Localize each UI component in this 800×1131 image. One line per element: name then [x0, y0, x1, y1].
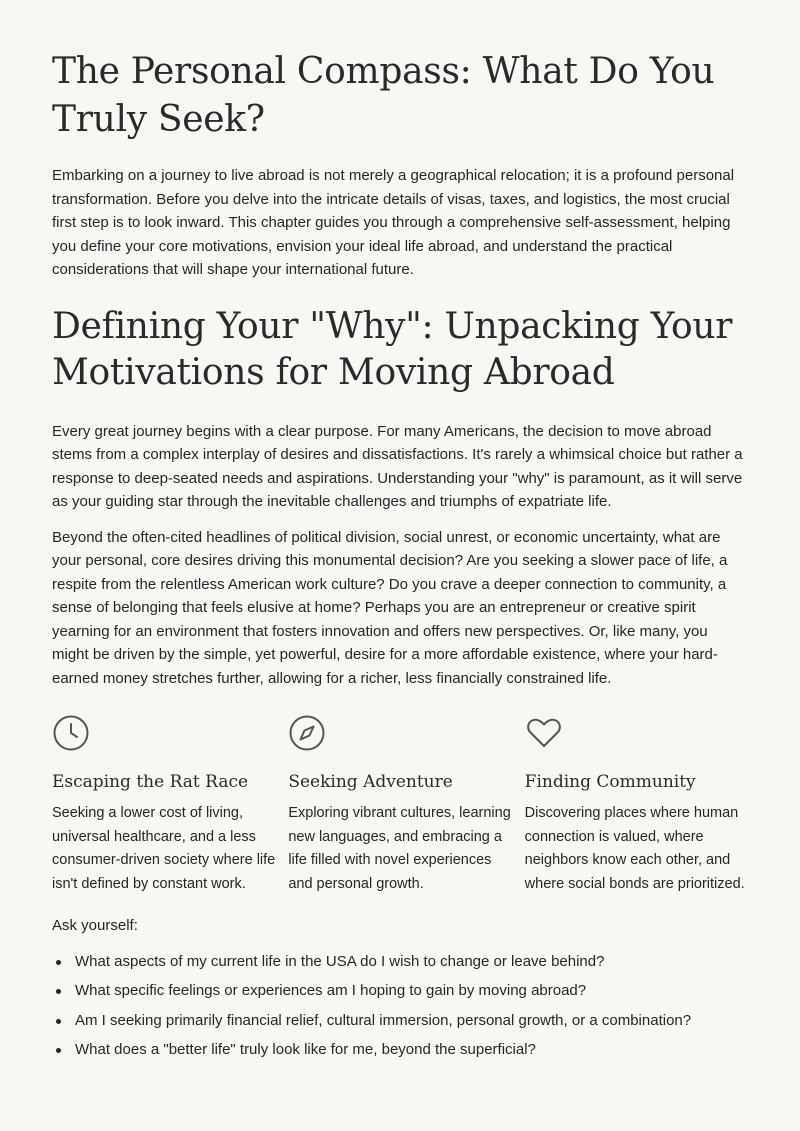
bullet-icon: [56, 1048, 61, 1053]
section-paragraph-2: Beyond the often-cited headlines of political division, social unrest, or economic uncertainty, what are your personal, core desires driving this monumental decision? Are you seeking a slower pace of life, a respite from the relentless American work culture? Do you crave a deeper connection to community, a sense of belonging that feels elusive at home? Perhaps you are an entrepreneur or creative spirit yearning for an environment that fosters innovation and offers new perspectives. Or, like many, you might be driven by the simple, yet powerful, desire for a more affordable existence, where your hard-earned money stretches further, allowing for a richer, less financially constrained life.: [52, 528, 728, 687]
card-seeking-adventure: [288, 714, 511, 896]
card-text: Discovering places where human connection is valued, where neighbors know each other, and where social bonds are prioritized.: [524, 805, 745, 892]
question-text: What specific feelings or experiences am I hoping to gain by moving abroad?: [75, 982, 587, 999]
clock-icon: [52, 714, 90, 752]
card-title: Escaping the Rat Race: [52, 772, 249, 792]
question-text: What does a "better life" truly look like for me, beyond the superficial?: [75, 1041, 536, 1058]
card-escaping-rat-race: [52, 714, 275, 896]
question-list: [52, 950, 748, 1062]
card-text: Exploring vibrant cultures, learning new languages, and embracing a life filled with novel experiences and personal growth.: [288, 805, 511, 892]
list-item: [52, 1009, 748, 1033]
intro-paragraph: Embarking on a journey to live abroad is not merely a geographical relocation; it is a profound personal transformation. Before you delve into the intricate details of visas, taxes, and logistics, the most crucial first step is to look inward. This chapter guides you through a comprehensive self-assessment, helping you define your core motivations, envision your ideal life abroad, and understand the practical considerations that will shape your international future.: [52, 167, 735, 278]
bullet-icon: [56, 989, 61, 994]
compass-icon: [288, 714, 326, 752]
heart-icon: [525, 714, 563, 752]
page-title: The Personal Compass: What Do You Truly Seek?: [52, 51, 715, 140]
section-paragraph-1: Every great journey begins with a clear purpose. For many Americans, the decision to move abroad stems from a complex interplay of desires and dissatisfactions. It's rarely a whimsical choice but rather a response to deep-seated needs and aspirations. Understanding your "why" is paramount, as it will serve as your guiding star through the inevitable challenges and triumphs of expatriate life.: [52, 422, 743, 510]
ask-yourself-label: Ask yourself:: [52, 917, 138, 934]
bullet-icon: [56, 960, 61, 965]
list-item: [52, 950, 748, 974]
card-title: Finding Community: [524, 772, 696, 792]
section-heading: Defining Your "Why": Unpacking Your Motivations for Moving Abroad: [52, 305, 733, 393]
bullet-icon: [56, 1019, 61, 1024]
question-text: Am I seeking primarily financial relief, cultural immersion, personal growth, or a combination?: [75, 1011, 692, 1029]
card-finding-community: [525, 714, 748, 896]
question-text: What aspects of my current life in the USA do I wish to change or leave behind?: [75, 952, 605, 970]
motivation-cards: [52, 714, 748, 896]
card-title: Seeking Adventure: [288, 772, 453, 792]
card-text: Seeking a lower cost of living, universal healthcare, and a less consumer-driven society where life isn't defined by constant work.: [52, 805, 276, 892]
list-item: [52, 1038, 748, 1062]
list-item: [52, 979, 748, 1003]
